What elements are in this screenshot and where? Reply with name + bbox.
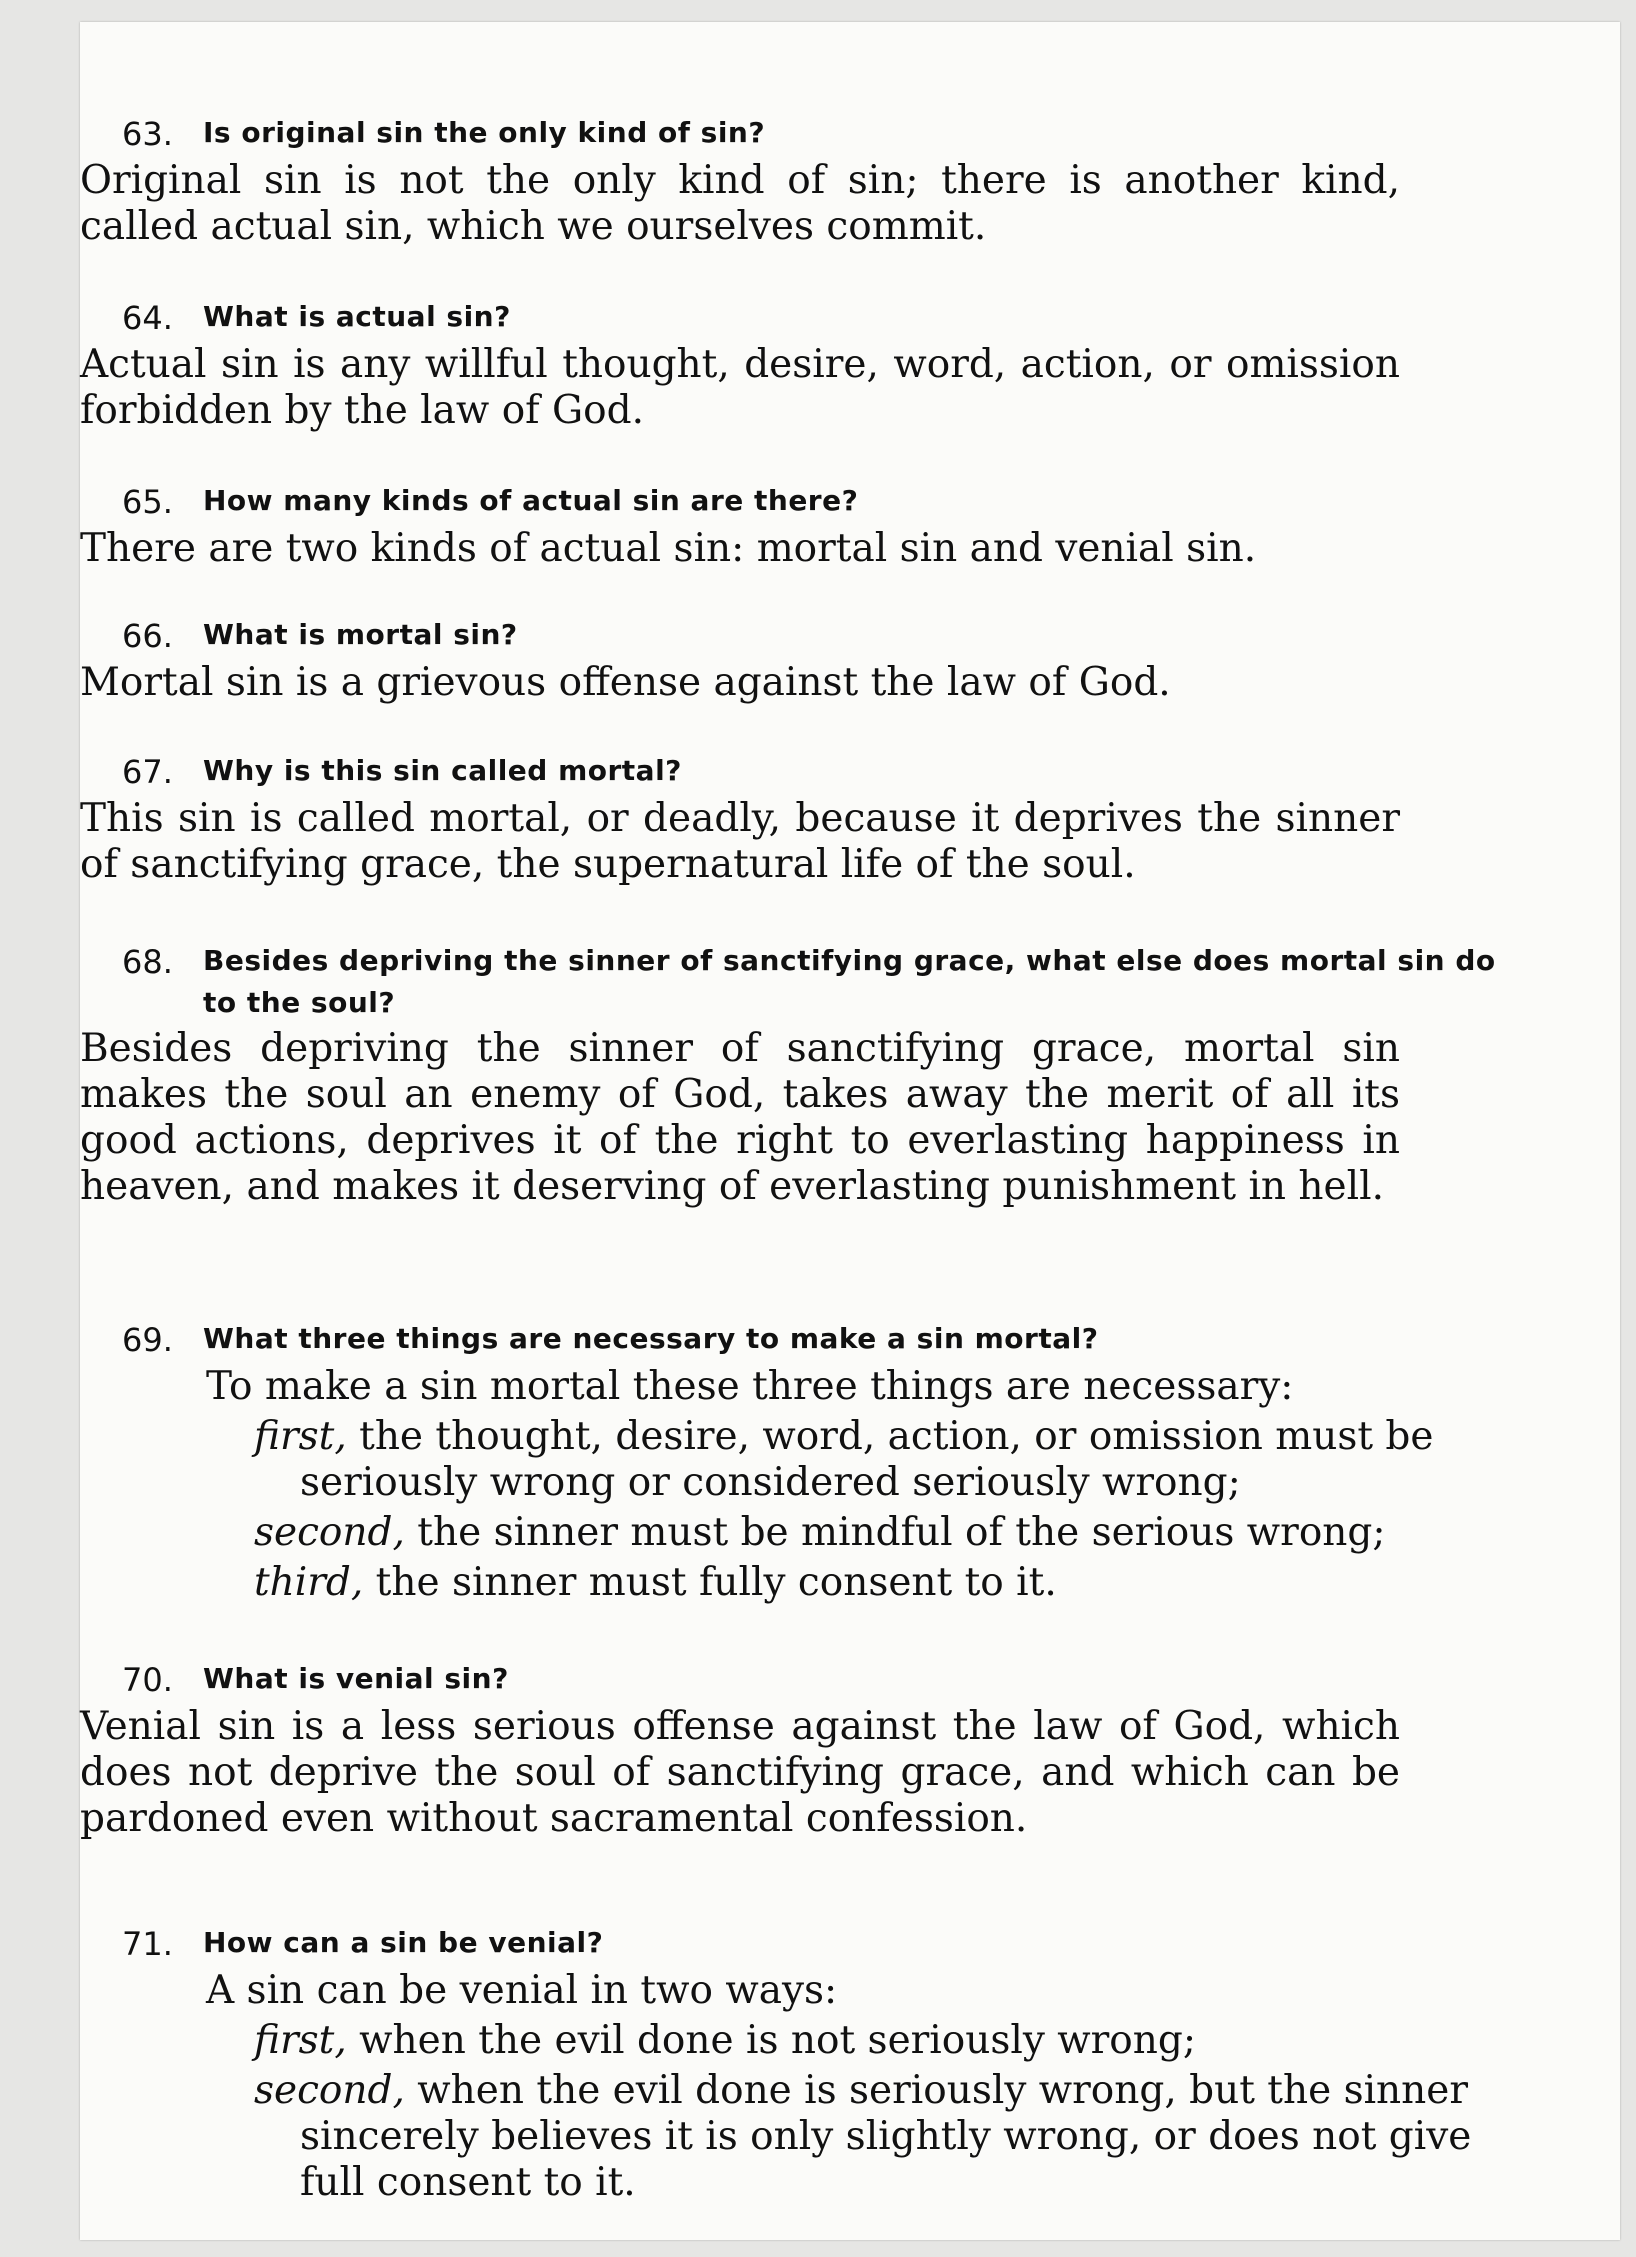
item-label: first, [254, 2018, 347, 2063]
question-text: What three things are necessary to make a sin mortal? [203, 1322, 1099, 1355]
answer-text: There are two kinds of actual sin: mortal sin and venial sin. [80, 526, 1257, 571]
answer-intro: A sin can be venial in two ways: [206, 1968, 838, 2013]
list-item [254, 1414, 1526, 1506]
question-65 [80, 478, 1620, 572]
question-text: What is mortal sin? [203, 618, 518, 651]
item-label: second, [254, 2068, 405, 2113]
list-item [254, 2068, 1526, 2206]
answer-text: Venial sin is a less serious offense against the law of God, which does not deprive the soul of sanctifying grace, and which can be pardoned even without sacramental confession. [80, 1704, 1400, 1841]
question-number: 70. [122, 1661, 173, 1699]
item-label: first, [254, 1414, 347, 1459]
question-text: Is original sin the only kind of sin? [203, 116, 766, 149]
answer-list [206, 1414, 1526, 1606]
list-item [254, 2018, 1526, 2064]
question-text: What is venial sin? [203, 1662, 509, 1695]
answer-text: This sin is called mortal, or deadly, because it deprives the sinner of sanctifying grace, the supernatural life of the soul. [80, 796, 1400, 887]
question-number: 63. [122, 115, 173, 153]
item-text: the thought, desire, word, action, or omission must be seriously wrong or considered seriously wrong; [300, 1414, 1434, 1505]
answer-list [206, 2018, 1526, 2206]
item-text: the sinner must fully consent to it. [363, 1560, 1057, 1605]
catechism-page [80, 22, 1620, 2240]
question-text: What is actual sin? [203, 300, 511, 333]
answer-text: Actual sin is any willful thought, desire, word, action, or omission forbidden by the law of God. [80, 342, 1400, 433]
question-number: 71. [122, 1925, 173, 1963]
question-63 [80, 110, 1620, 250]
answer-text: Mortal sin is a grievous offense against the law of God. [80, 660, 1171, 705]
item-label: second, [254, 1510, 405, 1555]
list-item [254, 1510, 1526, 1556]
item-text: the sinner must be mindful of the serious wrong; [404, 1510, 1386, 1555]
question-66 [80, 612, 1620, 706]
question-number: 69. [122, 1321, 173, 1359]
item-text: when the evil done is seriously wrong, but the sinner sincerely believes it is only slightly wrong, or does not give full consent to it. [300, 2068, 1472, 2205]
question-69 [80, 1316, 1620, 1606]
answer-text: Besides depriving the sinner of sanctifying grace, mortal sin makes the soul an enemy of God, takes away the merit of all its good actions, deprives it of the right to everlasting happiness in heaven, and makes it deserving of everlasting punishment in hell. [80, 1026, 1400, 1209]
question-number: 67. [122, 753, 173, 791]
list-item [254, 1560, 1526, 1606]
question-text: How can a sin be venial? [203, 1926, 604, 1959]
question-70 [80, 1656, 1620, 1842]
question-71 [80, 1920, 1620, 2206]
question-number: 64. [122, 299, 173, 337]
question-text: Why is this sin called mortal? [203, 754, 682, 787]
question-68 [80, 938, 1620, 1210]
question-number: 66. [122, 617, 173, 655]
answer-text: Original sin is not the only kind of sin; there is another kind, called actual sin, which we ourselves commit. [80, 158, 1400, 249]
question-number: 68. [122, 943, 173, 981]
question-64 [80, 294, 1620, 434]
question-text: Besides depriving the sinner of sanctifying grace, what else does mortal sin do to the soul? [203, 944, 1496, 1019]
answer-intro: To make a sin mortal these three things are necessary: [206, 1364, 1294, 1409]
question-67 [80, 748, 1620, 888]
question-text: How many kinds of actual sin are there? [203, 484, 859, 517]
item-label: third, [254, 1560, 364, 1605]
question-number: 65. [122, 483, 173, 521]
item-text: when the evil done is not seriously wrong; [346, 2018, 1197, 2063]
